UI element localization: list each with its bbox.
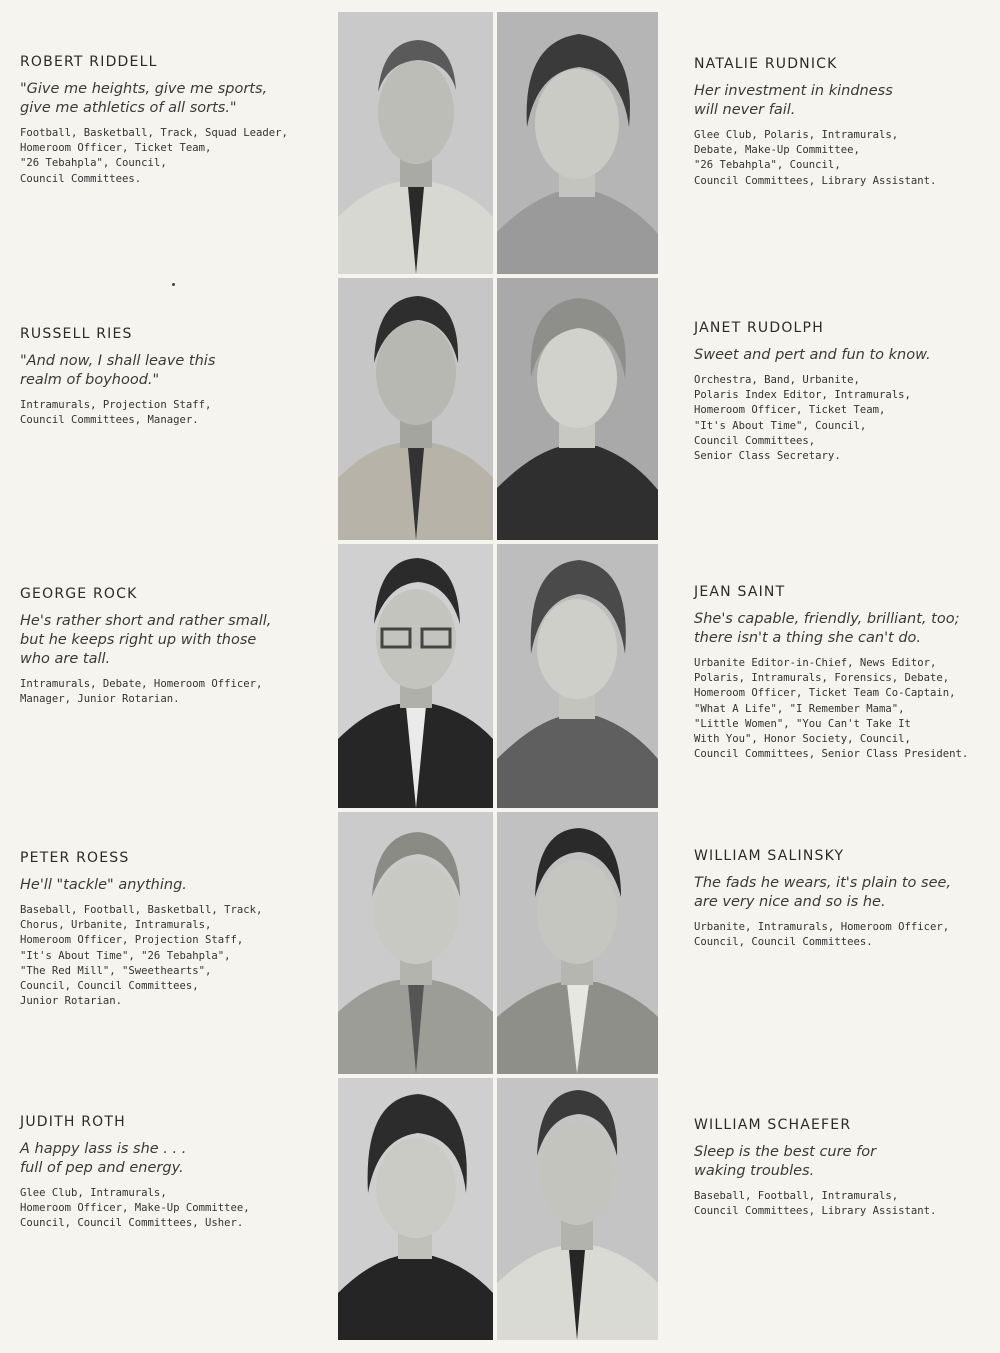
student-quote: "And now, I shall leave this realm of boyhood." xyxy=(20,353,216,388)
student-activities: Football, Basketball, Track, Squad Leader, Homeroom Officer, Ticket Team, "26 Tebahpla", Council, Council Committees. xyxy=(20,127,288,185)
entry-george-rock xyxy=(20,586,320,707)
portrait-william-schaefer xyxy=(497,1078,658,1340)
student-quote: The fads he wears, it's plain to see, are very nice and so is he. xyxy=(694,875,952,910)
student-quote: Sweet and pert and fun to know. xyxy=(694,347,931,363)
entry-janet-rudolph xyxy=(694,320,994,464)
student-quote: He's rather short and rather small, but he keeps right up with those who are tall. xyxy=(20,613,272,667)
student-quote: A happy lass is she . . . full of pep and energy. xyxy=(20,1141,187,1176)
entry-robert-riddell xyxy=(20,54,320,187)
portrait-george-rock xyxy=(338,544,493,808)
student-name: PETER ROESS xyxy=(20,850,130,866)
student-activities: Intramurals, Projection Staff, Council Committees, Manager. xyxy=(20,399,212,427)
student-quote: Sleep is the best cure for waking troubles. xyxy=(694,1144,877,1179)
student-name: JUDITH ROTH xyxy=(20,1114,126,1130)
portrait-janet-rudolph xyxy=(497,278,658,540)
portrait-russell-ries xyxy=(338,278,493,540)
student-name: WILLIAM SALINSKY xyxy=(694,848,845,864)
student-activities: Baseball, Football, Intramurals, Council Committees, Library Assistant. xyxy=(694,1190,937,1218)
student-activities: Orchestra, Band, Urbanite, Polaris Index Editor, Intramurals, Homeroom Officer, Ticket Team, "It's About Time", Council, Council Committees, Senior Class Secretary. xyxy=(694,374,911,463)
student-activities: Urbanite, Intramurals, Homeroom Officer, Council, Council Committees. xyxy=(694,921,950,949)
entry-william-salinsky xyxy=(694,848,994,950)
portrait-judith-roth xyxy=(338,1078,493,1340)
student-name: ROBERT RIDDELL xyxy=(20,54,158,70)
entry-william-schaefer xyxy=(694,1117,994,1219)
student-activities: Glee Club, Intramurals, Homeroom Officer, Make-Up Committee, Council, Council Committees, Usher. xyxy=(20,1187,250,1230)
student-activities: Urbanite Editor-in-Chief, News Editor, Polaris, Intramurals, Forensics, Debate, Homeroom Officer, Ticket Team Co-Captain, "What A Life", "I Remember Mama", "Little Women", "You Can't Take It With You", Honor Society, Council, Council Committees, Senior Class President. xyxy=(694,657,969,761)
entry-judith-roth xyxy=(20,1114,320,1232)
student-name: JANET RUDOLPH xyxy=(694,320,824,336)
portrait-natalie-rudnick xyxy=(497,12,658,274)
student-activities: Intramurals, Debate, Homeroom Officer, Manager, Junior Rotarian. xyxy=(20,678,263,706)
student-name: WILLIAM SCHAEFER xyxy=(694,1117,852,1133)
portrait-robert-riddell xyxy=(338,12,493,274)
student-quote: Her investment in kindness will never fail. xyxy=(694,83,893,118)
student-quote: He'll "tackle" anything. xyxy=(20,877,187,893)
student-quote: She's capable, friendly, brilliant, too; there isn't a thing she can't do. xyxy=(694,611,960,646)
student-name: NATALIE RUDNICK xyxy=(694,56,838,72)
entry-jean-saint xyxy=(694,584,994,762)
student-name: RUSSELL RIES xyxy=(20,326,133,342)
entry-russell-ries xyxy=(20,326,320,428)
entry-peter-roess xyxy=(20,850,320,1009)
entry-natalie-rudnick xyxy=(694,56,994,189)
portrait-peter-roess xyxy=(338,812,493,1074)
student-name: GEORGE ROCK xyxy=(20,586,138,602)
student-name: JEAN SAINT xyxy=(694,584,786,600)
portrait-jean-saint xyxy=(497,544,658,808)
portrait-william-salinsky xyxy=(497,812,658,1074)
student-activities: Baseball, Football, Basketball, Track, Chorus, Urbanite, Intramurals, Homeroom Officer, Projection Staff, "It's About Time", "26 Tebahpla", "The Red Mill", "Sweethearts", Council, Council Committees, Junior Rotarian. xyxy=(20,904,263,1008)
student-activities: Glee Club, Polaris, Intramurals, Debate, Make-Up Committee, "26 Tebahpla", Council, Council Committees, Library Assistant. xyxy=(694,129,937,187)
print-speck xyxy=(172,283,175,286)
student-quote: "Give me heights, give me sports, give me athletics of all sorts." xyxy=(20,81,268,116)
